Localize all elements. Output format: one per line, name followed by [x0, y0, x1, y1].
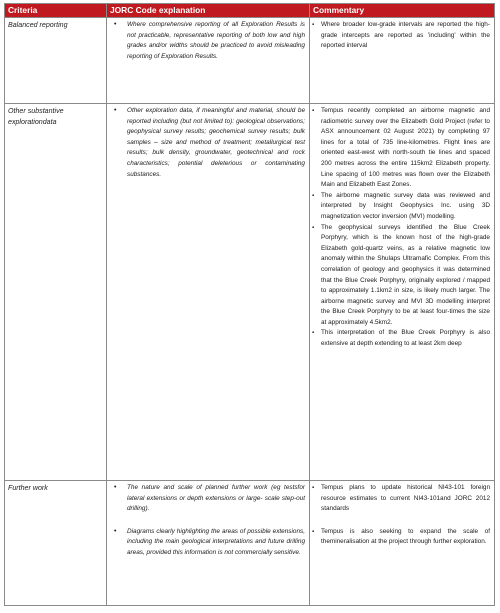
commentary-item: ▪ The geophysical surveys identified the Blue Creek Porphyry, which is the known host of the high-grade Elizabeth gold-quartz veins, as a relative magnetic low anomaly within the Shulaps Ultramafic Complex. From this correlation of geology and geophysics it was determined that the Blue Creek Porphyry, originally explored / mapped to approximately 1.1km2 in size, is likely much larger. The airborne magnetic survey and MVI 3D modelling interpret the Blue Creek Porphyry to be at least four-times the size at approximately 4.5km2.	[310, 223, 490, 329]
commentary-cell	[310, 18, 495, 104]
jorc-table	[4, 3, 495, 606]
explanation-cell	[107, 104, 310, 481]
criteria-cell: Balanced reporting	[5, 18, 107, 104]
header-criteria: Criteria	[5, 4, 107, 18]
header-commentary: Commentary	[310, 4, 495, 18]
commentary-item: ▪ Where broader low-grade intervals are reported the high-grade intercepts are reported as 'including' within the reported interval	[310, 20, 490, 52]
commentary-item: ▪ Tempus plans to update historical NI43-101 foreign resource estimates to current NI43-101and JORC 2012 standards	[310, 483, 490, 515]
commentary-item: ▪ Tempus is also seeking to expand the scale of themineralisation at the project through further exploration.	[310, 527, 490, 548]
header-explanation: JORC Code explanation	[107, 4, 310, 18]
row-balanced-reporting	[5, 18, 495, 104]
explanation-item: • Other exploration data, if meaningful and material, should be reported including (but not limited to): geological observations; geophysical survey results; geochemical survey results; bulk samples – size and method of treatment; metallurgical test results; bulk density, groundwater, geotechnical and rock characteristics; potential deleterious or contaminating substances.	[107, 106, 305, 180]
row-other-substantive-data	[5, 104, 495, 481]
commentary-item: ▪ This interpretation of the Blue Creek Porphyry is also extensive at depth extending to at least 2km deep	[310, 328, 490, 349]
explanation-cell	[107, 481, 310, 606]
commentary-item: ▪ The airborne magnetic survey data was reviewed and interpreted by Insight Geophysics Inc. using 3D magnetization vector inversion (MVI) modelling.	[310, 191, 490, 223]
criteria-cell: Further work	[5, 481, 107, 606]
explanation-item: • Where comprehensive reporting of all Exploration Results is not practicable, representative reporting of both low and high grades and/or widths should be practiced to avoid misleading reporting of Exploration Results.	[107, 20, 305, 62]
explanation-item: • The nature and scale of planned further work (eg testsfor lateral extensions or depth extensions or large- scale step-out drilling).	[107, 483, 305, 515]
row-further-work	[5, 481, 495, 606]
commentary-cell	[310, 481, 495, 606]
explanation-cell	[107, 18, 310, 104]
commentary-item: ▪ Tempus recently completed an airborne magnetic and radiometric survey over the Elizabeth Gold Project (refer to ASX announcement 02 August 2021) by completing 97 lines for a total of 735 line-kilometres. Flight lines are oriented east-west with north-south tie lines and spaced 200 metres across the entire 115km2 Elizabeth property. Line spacing of 100 metres was flown over the Elizabeth Main and Elizabeth East Zones.	[310, 106, 490, 191]
commentary-cell	[310, 104, 495, 481]
table-header-row	[5, 4, 495, 18]
explanation-item: • Diagrams clearly highlighting the areas of possible extensions, including the main geological interpretations and future drilling areas, provided this information is not commercially sensitive.	[107, 527, 305, 559]
criteria-cell: Other substantive explorationdata	[5, 104, 107, 481]
